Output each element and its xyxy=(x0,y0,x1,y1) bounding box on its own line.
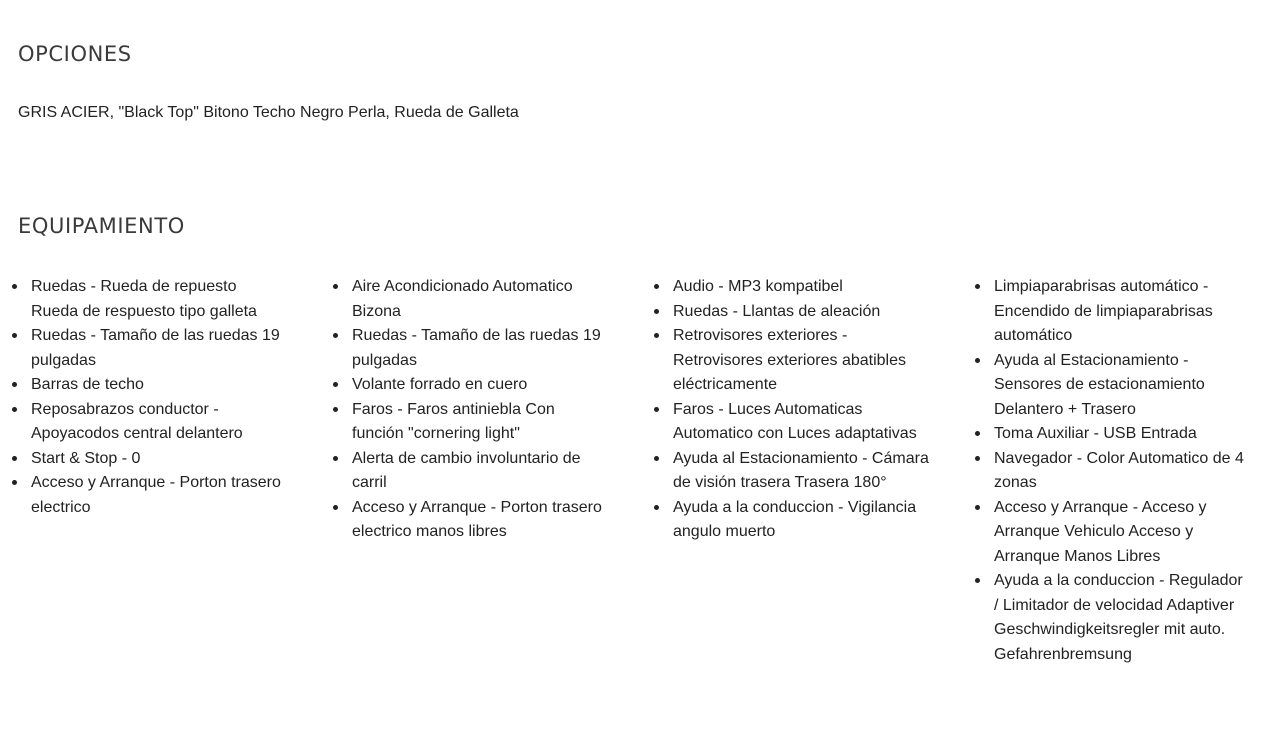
bullet-icon xyxy=(12,407,17,412)
equipamiento-item xyxy=(333,324,608,373)
equipamiento-item-text: Acceso y Arranque - Acceso y Arranque Vehiculo Acceso y Arranque Manos Libres xyxy=(994,498,1207,565)
equipamiento-item-text: Reposabrazos conductor - Apoyacodos central delantero xyxy=(31,400,243,442)
equipamiento-item-text: Ayuda al Estacionamiento - Sensores de estacionamiento Delantero + Trasero xyxy=(994,351,1205,418)
equipamiento-item xyxy=(12,447,287,472)
bullet-icon xyxy=(654,407,659,412)
equipamiento-item-text: Barras de techo xyxy=(31,376,144,393)
bullet-icon xyxy=(12,284,17,289)
equipamiento-item-text: Acceso y Arranque - Porton trasero electrico xyxy=(31,474,281,516)
equipamiento-item-text: Ruedas - Tamaño de las ruedas 19 pulgadas xyxy=(352,327,601,369)
equipamiento-item xyxy=(654,300,929,325)
bullet-icon xyxy=(333,382,338,387)
bullet-icon xyxy=(975,456,980,461)
bullet-icon xyxy=(333,456,338,461)
equipamiento-item xyxy=(12,398,287,447)
bullet-icon xyxy=(333,333,338,338)
equipamiento-item-text: Retrovisores exteriores - Retrovisores exteriores abatibles eléctricamente xyxy=(673,327,906,393)
equipamiento-item-text: Toma Auxiliar - USB Entrada xyxy=(994,425,1197,442)
equipamiento-item-text: Ayuda a la conduccion - Regulador / Limitador de velocidad Adaptiver Geschwindigkeitsregler mit auto. Gefahrenbremsung xyxy=(994,572,1243,663)
equipamiento-item-text: Faros - Luces Automaticas Automatico con Luces adaptativas xyxy=(673,400,917,442)
equipamiento-item xyxy=(975,422,1250,447)
equipamiento-item-text: Limpiaparabrisas automático - Encendido de limpiaparabrisas automático xyxy=(994,278,1213,344)
equipamiento-list xyxy=(333,275,608,545)
equipamiento-item xyxy=(654,275,929,300)
equipamiento-item xyxy=(333,373,608,398)
bullet-icon xyxy=(654,284,659,289)
bullet-icon xyxy=(654,333,659,338)
equipamiento-item xyxy=(975,569,1250,667)
equipamiento-item-text: Navegador - Color Automatico de 4 zonas xyxy=(994,449,1244,491)
bullet-icon xyxy=(975,431,980,436)
bullet-icon xyxy=(975,284,980,289)
equipamiento-item-text: Ruedas - Rueda de repuesto Rueda de respuesto tipo galleta xyxy=(31,278,257,320)
equipamiento-item-text: Start & Stop - 0 xyxy=(31,449,141,467)
bullet-icon xyxy=(333,284,338,289)
equipamiento-list xyxy=(12,275,287,520)
bullet-icon xyxy=(654,456,659,461)
equipamiento-column-4 xyxy=(975,275,1250,667)
equipamiento-item-text: Acceso y Arranque - Porton trasero electrico manos libres xyxy=(352,498,602,540)
equipamiento-list xyxy=(975,275,1250,667)
equipamiento-heading: EQUIPAMIENTO xyxy=(18,214,185,238)
equipamiento-item xyxy=(975,275,1250,349)
bullet-icon xyxy=(654,309,659,314)
equipamiento-item-text: Audio - MP3 kompatibel xyxy=(673,278,843,295)
equipamiento-item xyxy=(12,471,287,520)
bullet-icon xyxy=(333,505,338,510)
equipamiento-item-text: Aire Acondicionado Automatico Bizona xyxy=(352,278,573,320)
bullet-icon xyxy=(12,480,17,485)
equipamiento-item xyxy=(654,447,929,496)
equipamiento-item xyxy=(975,349,1250,423)
equipamiento-list xyxy=(654,275,929,545)
equipamiento-columns xyxy=(0,275,1280,715)
equipamiento-item-text: Ruedas - Llantas de aleación xyxy=(673,302,881,320)
opciones-heading: OPCIONES xyxy=(18,42,132,66)
equipamiento-item xyxy=(12,275,287,324)
equipamiento-item xyxy=(333,398,608,447)
equipamiento-item xyxy=(654,496,929,545)
bullet-icon xyxy=(12,456,17,461)
equipamiento-item-text: Ruedas - Tamaño de las ruedas 19 pulgadas xyxy=(31,327,280,369)
equipamiento-item-text: Faros - Faros antiniebla Con función "cornering light" xyxy=(352,400,555,442)
equipamiento-item xyxy=(975,496,1250,570)
bullet-icon xyxy=(975,505,980,510)
equipamiento-item-text: Volante forrado en cuero xyxy=(352,376,528,393)
equipamiento-column-2 xyxy=(333,275,608,545)
equipamiento-item-text: Alerta de cambio involuntario de carril xyxy=(352,449,581,491)
opciones-text: GRIS ACIER, "Black Top" Bitono Techo Negro Perla, Rueda de Galleta xyxy=(18,104,519,121)
equipamiento-item xyxy=(333,447,608,496)
bullet-icon xyxy=(333,407,338,412)
equipamiento-column-1 xyxy=(12,275,287,520)
equipamiento-item xyxy=(12,324,287,373)
bullet-icon xyxy=(12,382,17,387)
bullet-icon xyxy=(12,333,17,338)
equipamiento-item-text: Ayuda a la conduccion - Vigilancia angulo muerto xyxy=(673,498,917,540)
equipamiento-item xyxy=(975,447,1250,496)
equipamiento-item xyxy=(654,324,929,398)
bullet-icon xyxy=(654,505,659,510)
equipamiento-item xyxy=(333,275,608,324)
equipamiento-column-3 xyxy=(654,275,929,545)
bullet-icon xyxy=(975,578,980,583)
equipamiento-item xyxy=(12,373,287,398)
bullet-icon xyxy=(975,358,980,363)
equipamiento-item-text: Ayuda al Estacionamiento - Cámara de visión trasera Trasera 180° xyxy=(673,449,929,491)
equipamiento-item xyxy=(654,398,929,447)
equipamiento-item xyxy=(333,496,608,545)
